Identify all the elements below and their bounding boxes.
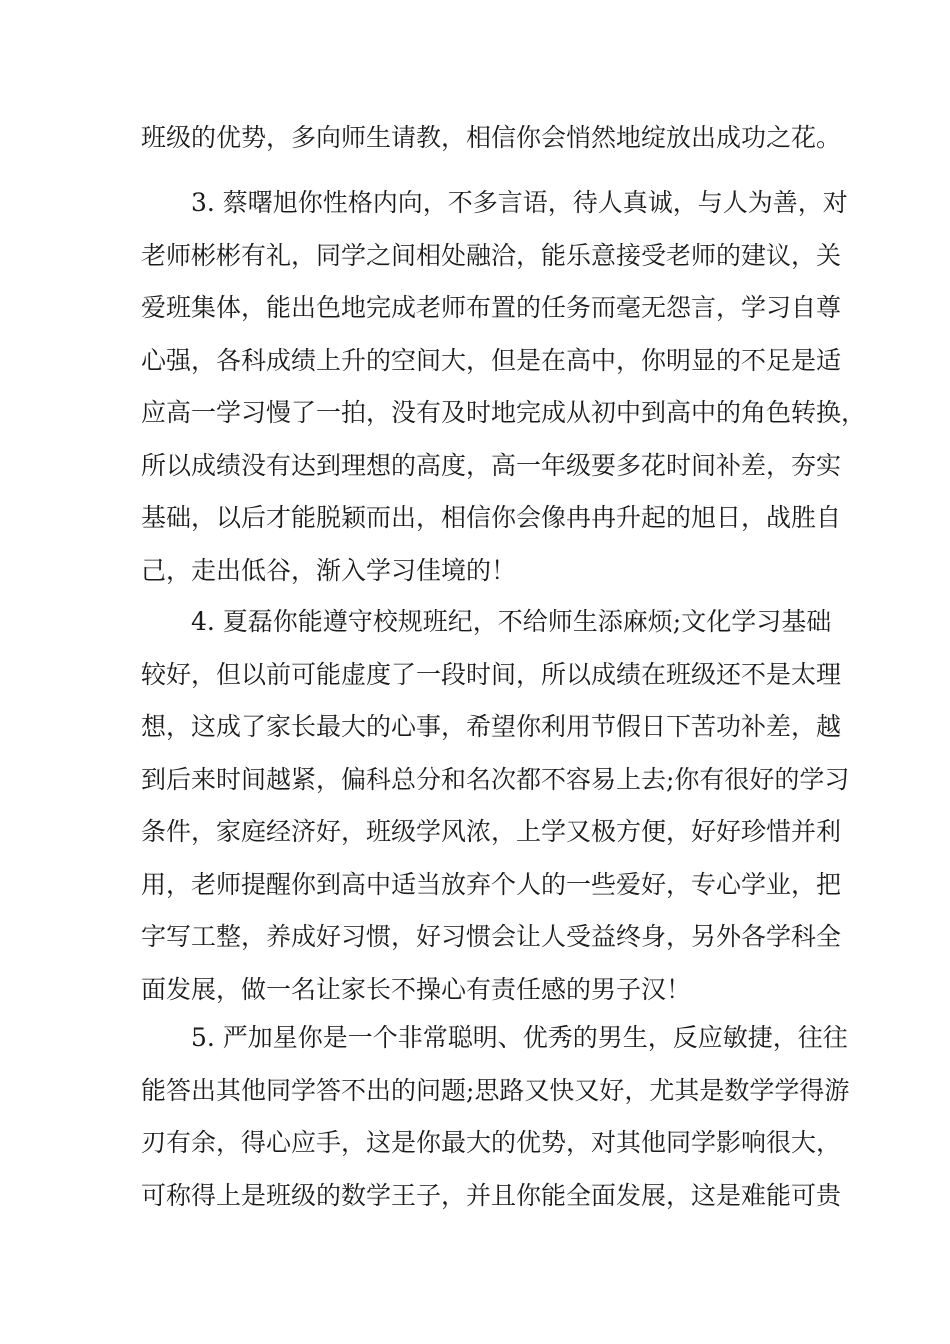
text-line: 心强，各科成绩上升的空间大，但是在高中，你明显的不足是适 [141, 345, 842, 375]
paragraph-item-4 [141, 596, 850, 1016]
text-line: 应高一学习慢了一拍，没有及时地完成从初中到高中的角色转换， [141, 398, 867, 427]
text-line: 老师彬彬有礼，同学之间相处融洽，能乐意接受老师的建议，关 [141, 240, 842, 270]
text-line: 刃有余，得心应手，这是你最大的优势，对其他同学影响很大， [141, 1128, 842, 1157]
text-line: 可称得上是班级的数学王子，并且你能全面发展，这是难能可贵 [141, 1180, 842, 1210]
text-line: 到后来时间越紧，偏科总分和名次都不容易上去;你有很好的学习 [141, 764, 850, 794]
text-line: 3. 蔡曙旭你性格内向，不多言语，待人真诚，与人为善，对 [191, 188, 848, 217]
text-line: 班级的优势，多向师生请教，相信你会悄然地绽放出成功之花。 [141, 123, 842, 152]
text-line: 5. 严加星你是一个非常聪明、优秀的男生，反应敏捷，往往 [191, 1023, 848, 1052]
text-line: 能答出其他同学答不出的问题;思路又快又好，尤其是数学学得游 [141, 1075, 850, 1105]
text-line: 条件，家庭经济好，班级学风浓，上学又极方便，好好珍惜并利 [141, 817, 842, 846]
paragraph-item-3 [141, 177, 867, 597]
text-line: 想，这成了家长最大的心事，希望你利用节假日下苦功补差，越 [141, 712, 842, 741]
text-line: 所以成绩没有达到理想的高度，高一年级要多花时间补差，夯实 [141, 450, 842, 480]
paragraph-continuation [141, 112, 842, 165]
text-line: 爱班集体，能出色地完成老师布置的任务而毫无怨言，学习自尊 [141, 293, 842, 322]
text-line: 基础，以后才能脱颖而出，相信你会像冉冉升起的旭日，战胜自 [141, 503, 842, 532]
paragraph-item-5 [141, 1012, 850, 1222]
text-line: 己，走出低谷，渐入学习佳境的！ [141, 555, 517, 585]
text-line: 用，老师提醒你到高中适当放弃个人的一些爱好，专心学业，把 [141, 869, 842, 899]
text-line: 4. 夏磊你能遵守校规班纪，不给师生添麻烦;文化学习基础 [191, 607, 832, 636]
text-line: 字写工整，养成好习惯，好习惯会让人受益终身，另外各学科全 [141, 922, 842, 951]
text-line: 较好，但以前可能虚度了一段时间，所以成绩在班级还不是太理 [141, 659, 842, 689]
text-line: 面发展，做一名让家长不操心有责任感的男子汉！ [141, 974, 692, 1004]
